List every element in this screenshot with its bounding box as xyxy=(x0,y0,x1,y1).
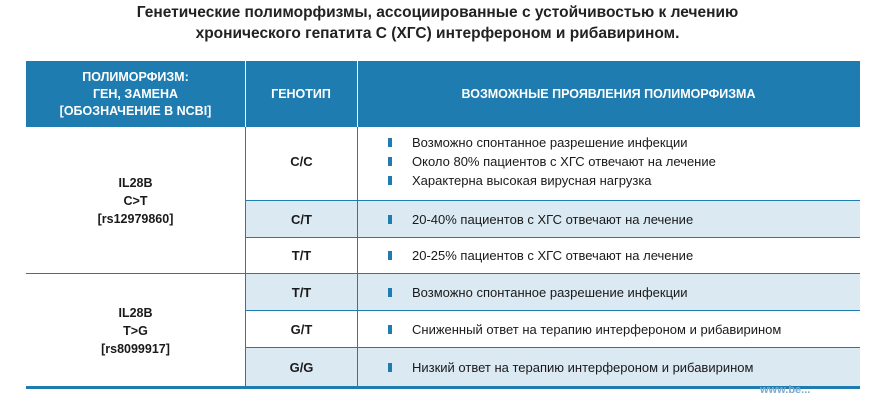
gene-name: IL28B xyxy=(118,175,153,190)
row-divider xyxy=(245,347,860,348)
list-item-text: 20-25% пациентов с ХГС отвечают на лечение xyxy=(412,248,694,263)
list-item-text: Низкий ответ на терапию интерфероном и рибавирином xyxy=(412,359,754,375)
title-line-2: хронического гепатита С (ХГС) интерфероном и рибавирином. xyxy=(195,25,680,42)
header-col1-line1: ПОЛИМОРФИЗМ: xyxy=(82,69,189,84)
genotype-cell: T/T xyxy=(246,274,357,310)
genotype-cell: G/G xyxy=(246,348,357,386)
column-divider xyxy=(357,127,358,387)
bullet-icon xyxy=(388,176,392,185)
manifestation-cell xyxy=(358,238,860,273)
manifestation-cell xyxy=(358,201,860,237)
bullet-icon xyxy=(388,138,392,147)
watermark: www.be... xyxy=(760,384,811,396)
list-item xyxy=(358,210,860,229)
bullet-icon xyxy=(388,251,392,260)
genotype-cell: G/T xyxy=(246,311,357,347)
polymorphism-table xyxy=(26,61,860,388)
bullet-icon xyxy=(388,288,392,297)
title-line-1: Генетические полиморфизмы, ассоциированные с устойчивостью к лечению xyxy=(136,4,739,21)
list-item xyxy=(358,320,860,339)
bullet-icon xyxy=(388,363,392,372)
list-item-text: Около 80% пациентов с ХГС отвечают на лечение xyxy=(412,153,716,169)
header-manifestations: ВОЗМОЖНЫЕ ПРОЯВЛЕНИЯ ПОЛИМОРФИЗМА xyxy=(357,61,860,127)
header-col1-line2: ГЕН, ЗАМЕНА xyxy=(92,86,179,101)
manifestation-cell xyxy=(358,311,860,347)
list-item-text: Сниженный ответ на терапию интерфероном и рибавирином xyxy=(412,321,782,337)
list-item xyxy=(358,133,860,152)
manifestation-cell xyxy=(358,128,860,194)
list-item xyxy=(358,358,860,377)
column-divider xyxy=(245,127,246,387)
list-item-text: Возможно спонтанное разрешение инфекции xyxy=(412,134,688,150)
list-item-text: 20-40% пациентов с ХГС отвечают на лечение xyxy=(412,211,694,227)
gene-substitution: C>T xyxy=(123,193,148,208)
manifestation-cell xyxy=(358,348,860,386)
list-item xyxy=(358,246,860,265)
bullet-icon xyxy=(388,157,392,166)
manifestation-cell xyxy=(358,274,860,310)
table-bottom-border xyxy=(26,386,860,389)
row-divider xyxy=(245,200,860,201)
list-item xyxy=(358,152,860,171)
gene-ncbi-id: [rs12979860] xyxy=(97,211,174,226)
list-item-text: Возможно спонтанное разрешение инфекции xyxy=(412,284,688,300)
group-divider xyxy=(26,273,860,274)
list-item xyxy=(358,171,860,190)
genotype-cell: T/T xyxy=(246,238,357,273)
row-divider xyxy=(245,237,860,238)
row-divider xyxy=(245,310,860,311)
gene-cell xyxy=(26,274,245,387)
header-polymorphism xyxy=(26,61,245,127)
table-title xyxy=(0,2,875,44)
bullet-icon xyxy=(388,215,392,224)
gene-name: IL28B xyxy=(118,305,153,320)
genotype-cell: C/C xyxy=(246,128,357,194)
gene-ncbi-id: [rs8099917] xyxy=(101,341,170,356)
header-divider xyxy=(245,61,246,127)
list-item xyxy=(358,283,860,302)
header-col1-line3: [ОБОЗНАЧЕНИЕ В NCBI] xyxy=(59,103,212,118)
gene-cell xyxy=(26,128,245,273)
gene-substitution: T>G xyxy=(123,323,148,338)
genotype-cell: C/T xyxy=(246,201,357,237)
header-genotype: ГЕНОТИП xyxy=(245,61,357,127)
header-divider xyxy=(357,61,358,127)
bullet-icon xyxy=(388,325,392,334)
list-item-text: Характерна высокая вирусная нагрузка xyxy=(412,172,652,188)
